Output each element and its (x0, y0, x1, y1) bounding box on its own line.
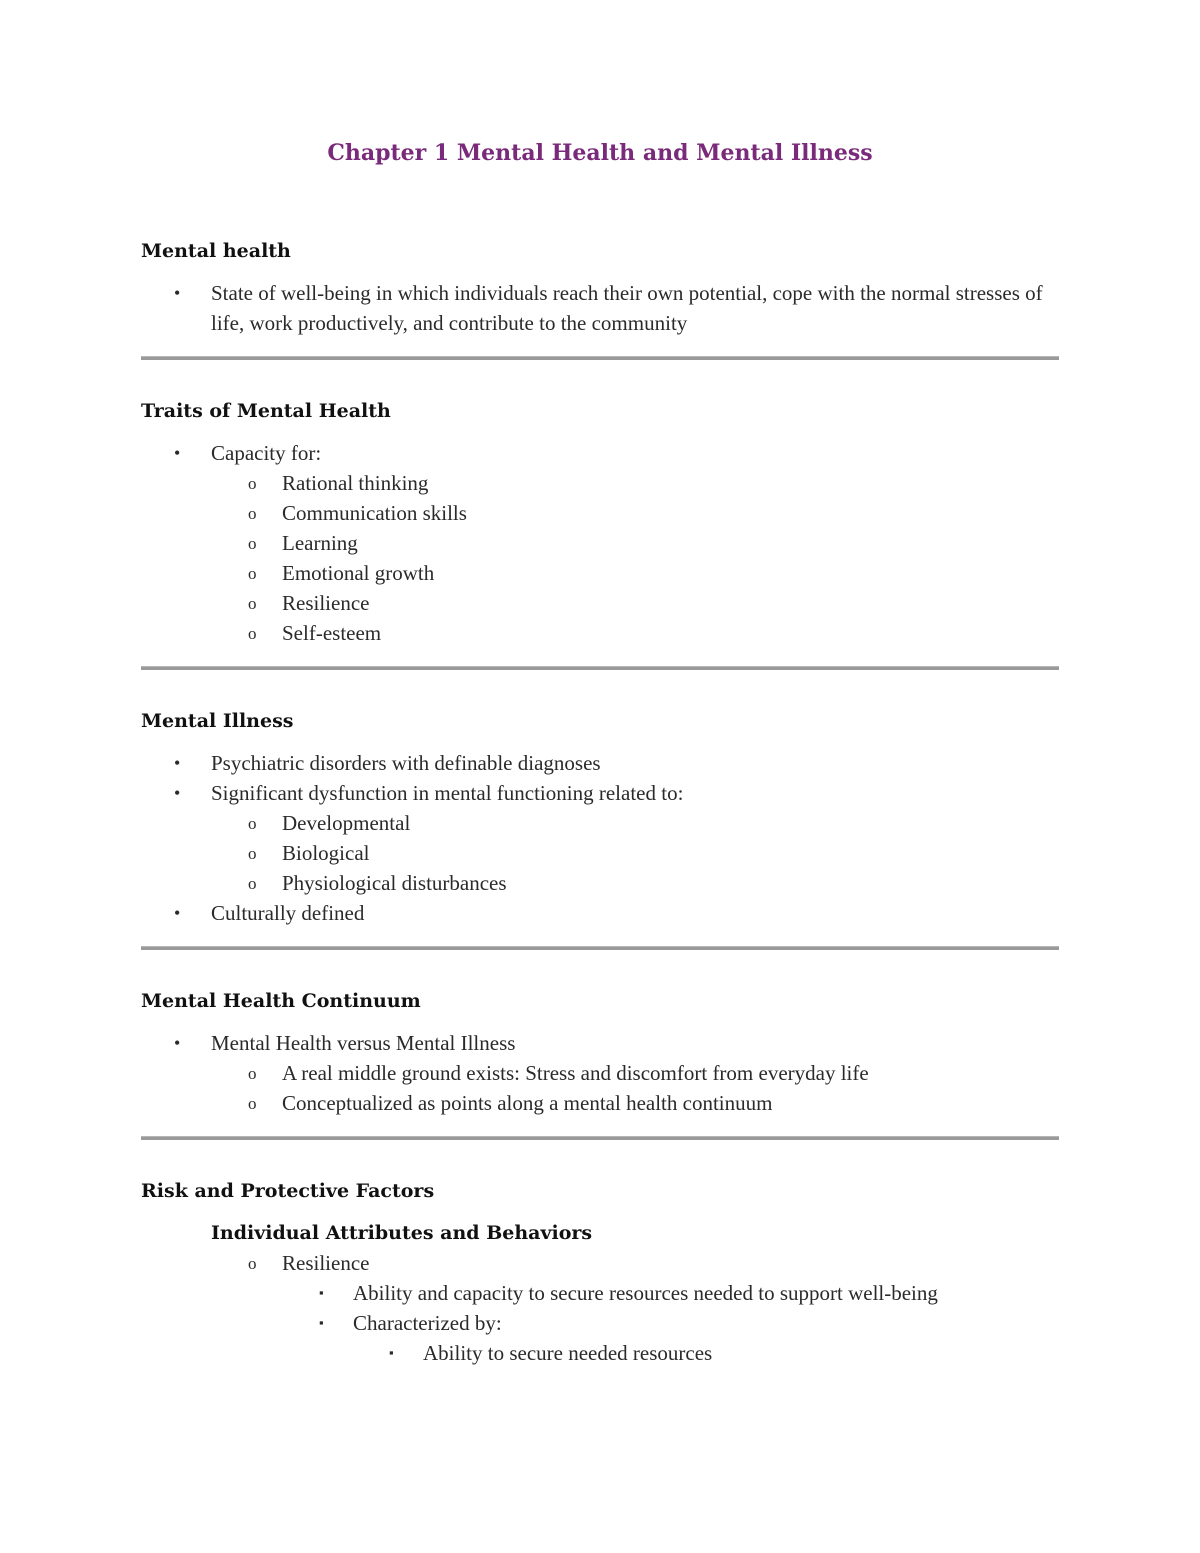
page-title: Chapter 1 Mental Health and Mental Illness (327, 140, 873, 166)
horizontal-rule (141, 946, 1059, 950)
circle-marker: o (248, 844, 257, 863)
bullet-marker: • (174, 1033, 181, 1053)
section-heading-traits: Traits of Mental Health (141, 400, 391, 422)
list-item (141, 1058, 1061, 1088)
square-marker: ▪ (389, 1345, 394, 1360)
list-item (141, 438, 1061, 468)
list-item (141, 588, 1061, 618)
list-item-text: Psychiatric disorders with definable diagnoses (211, 751, 601, 775)
circle-marker: o (248, 814, 257, 833)
bullet-marker: • (174, 443, 181, 463)
list-item-text: Self-esteem (282, 621, 382, 645)
section-heading-risk: Risk and Protective Factors (141, 1180, 435, 1202)
horizontal-rule (141, 666, 1059, 670)
sub-sub-sub-list (141, 1338, 1061, 1368)
circle-marker: o (248, 624, 257, 643)
bullet-list (141, 438, 1061, 468)
list-item-text: Significant dysfunction in mental functioning related to: (211, 781, 684, 805)
section-heading-continuum: Mental Health Continuum (141, 990, 421, 1012)
list-item (141, 618, 1061, 648)
square-marker: ▪ (319, 1285, 324, 1300)
list-item-text: Conceptualized as points along a mental health continuum (282, 1091, 773, 1115)
list-item (141, 1088, 1061, 1118)
list-item (141, 1248, 1061, 1278)
horizontal-rule (141, 1136, 1059, 1140)
circle-marker: o (248, 1254, 257, 1273)
list-item (141, 1278, 1061, 1308)
sub-list (141, 808, 1061, 898)
list-item (141, 838, 1061, 868)
sub-sub-list (141, 1278, 1061, 1338)
list-item-text: Resilience (282, 591, 370, 615)
list-item-text: Physiological disturbances (282, 871, 507, 895)
list-item (141, 898, 1061, 928)
horizontal-rule (141, 356, 1059, 360)
bullet-marker: • (174, 903, 181, 923)
list-item (141, 778, 1061, 808)
list-item (141, 498, 1061, 528)
circle-marker: o (248, 474, 257, 493)
section-heading-mental-health: Mental health (141, 240, 291, 262)
list-item-text: Emotional growth (282, 561, 435, 585)
list-item-text: Culturally defined (211, 901, 365, 925)
section-heading-mental-illness: Mental Illness (141, 710, 294, 732)
list-item-text: Biological (282, 841, 370, 865)
list-item-text: A real middle ground exists: Stress and discomfort from everyday life (282, 1061, 869, 1085)
circle-marker: o (248, 564, 257, 583)
square-marker: ▪ (319, 1315, 324, 1330)
list-item-text: Ability and capacity to secure resources needed to support well-being (353, 1281, 938, 1305)
list-item-text: Characterized by: (353, 1311, 502, 1335)
circle-marker: o (248, 1094, 257, 1113)
list-item (141, 1308, 1061, 1338)
list-item-text: Rational thinking (282, 471, 429, 495)
bullet-list (141, 748, 1061, 808)
sub-list (141, 1248, 1061, 1278)
list-item-text: Ability to secure needed resources (423, 1341, 713, 1365)
circle-marker: o (248, 874, 257, 893)
list-item (141, 558, 1061, 588)
list-item (141, 868, 1061, 898)
sub-list (141, 1058, 1061, 1118)
list-item-text: Mental Health versus Mental Illness (211, 1031, 516, 1055)
circle-marker: o (248, 1064, 257, 1083)
sub-list (141, 468, 1061, 648)
subheading-individual-attributes: Individual Attributes and Behaviors (211, 1222, 593, 1244)
circle-marker: o (248, 504, 257, 523)
list-item (141, 1338, 1061, 1368)
list-item-text: Developmental (282, 811, 411, 835)
bullet-marker: • (174, 753, 181, 773)
list-item (141, 1028, 1061, 1058)
list-item (141, 278, 1061, 338)
list-item (141, 808, 1061, 838)
bullet-list (141, 898, 1061, 928)
list-item (141, 528, 1061, 558)
list-item (141, 468, 1061, 498)
list-item (141, 748, 1061, 778)
document-body (141, 236, 1061, 1368)
circle-marker: o (248, 594, 257, 613)
list-item-text: Resilience (282, 1251, 370, 1275)
bullet-marker: • (174, 783, 181, 803)
bullet-list (141, 278, 1061, 338)
list-item-text: Learning (282, 531, 358, 555)
circle-marker: o (248, 534, 257, 553)
list-item-text: State of well-being in which individuals reach their own potential, cope with the normal stresses of life, work productively, and contribute to the community (211, 281, 1043, 335)
list-item-text: Communication skills (282, 501, 467, 525)
bullet-list (141, 1028, 1061, 1058)
list-item-text: Capacity for: (211, 441, 322, 465)
bullet-marker: • (174, 283, 181, 303)
